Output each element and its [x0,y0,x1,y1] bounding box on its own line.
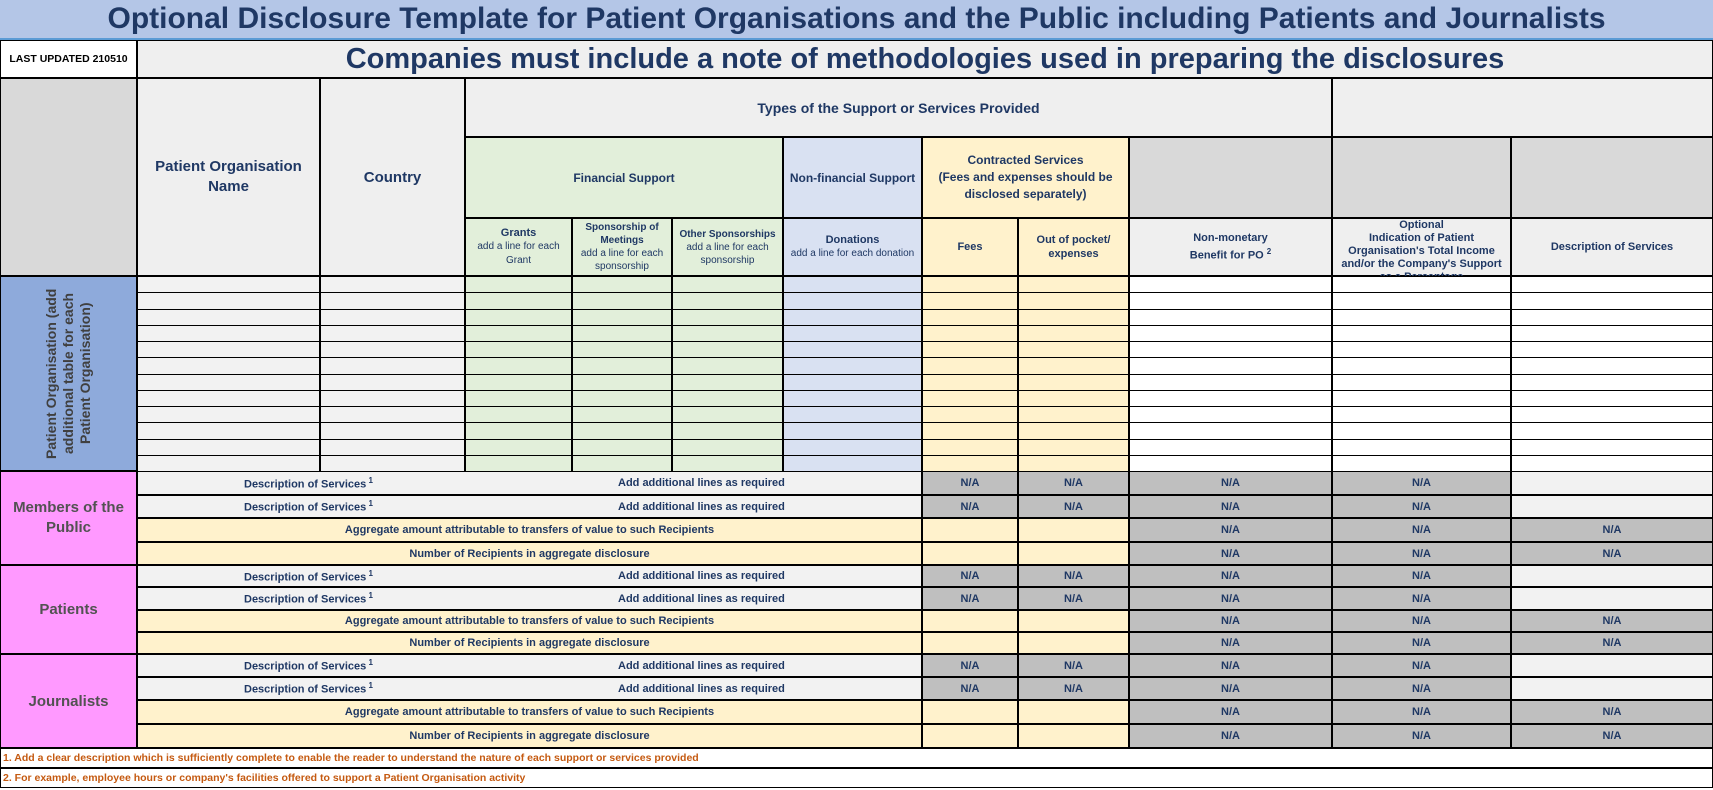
po-data-cell[interactable] [572,357,672,374]
po-data-cell[interactable] [1511,374,1713,391]
po-data-cell[interactable] [1129,390,1332,407]
po-data-cell[interactable] [137,374,320,391]
po-data-cell[interactable] [320,406,465,423]
number-recipients-row: Number of Recipients in aggregate disclosure [137,542,922,565]
description-of-services-label: Description of Services $^1$ [244,499,373,514]
na-cell: N/A [1332,724,1511,748]
footnote-ref: 1 [366,568,373,578]
po-data-cell[interactable] [783,309,922,326]
na-cell: N/A [922,565,1018,587]
po-data-cell[interactable] [572,325,672,342]
donations-label: Donations [825,234,880,246]
na-cell: N/A [1129,677,1332,700]
contracted-title: Contracted Services [967,153,1084,167]
po-data-cell[interactable] [572,309,672,326]
po-data-cell[interactable] [1018,357,1129,374]
header-blank-right [1332,78,1713,137]
po-data-cell[interactable] [783,455,922,472]
po-data-cell[interactable] [672,325,783,342]
group-journalists: Journalists [0,654,137,748]
na-cell: N/A [1511,518,1713,542]
po-data-cell[interactable] [572,390,672,407]
po-data-cell[interactable] [1511,422,1713,439]
description-input-cell[interactable] [1511,471,1713,495]
po-data-cell[interactable] [672,439,783,456]
po-data-cell[interactable] [1511,309,1713,326]
add-lines-label: Add additional lines as required [618,477,785,489]
po-data-cell[interactable] [1129,455,1332,472]
na-cell: N/A [1511,724,1713,748]
fees-input-cell[interactable] [922,610,1018,632]
na-cell: N/A [1129,700,1332,724]
oop-input-cell[interactable] [1018,700,1129,724]
po-data-cell[interactable] [672,309,783,326]
header-financial-support: Financial Support [465,137,783,218]
description-of-services-label: Description of Services $^1$ [244,568,373,584]
po-data-cell[interactable] [320,422,465,439]
po-data-cell[interactable] [672,357,783,374]
po-data-cell[interactable] [1129,406,1332,423]
po-data-cell[interactable] [137,455,320,472]
header-out-of-pocket: Out of pocket/ expenses [1018,218,1129,276]
po-data-cell[interactable] [1018,292,1129,309]
po-data-cell[interactable] [922,390,1018,407]
po-data-cell[interactable] [1511,341,1713,358]
po-data-cell[interactable] [1129,439,1332,456]
header-nonfinancial-support: Non-financial Support [783,137,922,218]
na-cell: N/A [1511,632,1713,654]
po-data-cell[interactable] [320,309,465,326]
po-data-cell[interactable] [672,292,783,309]
po-data-cell[interactable] [572,374,672,391]
header-gray-indication-top [1332,137,1511,218]
na-cell: N/A [1332,677,1511,700]
po-data-cell[interactable] [1332,341,1511,358]
na-cell: N/A [1018,677,1129,700]
other-spons-sub: add a line for each sponsorship [686,241,769,266]
aggregate-row: Aggregate amount attributable to transfers of value to such Recipients [137,700,922,724]
footnote-ref: 1 [366,681,373,691]
po-data-cell[interactable] [1332,439,1511,456]
po-data-cell[interactable] [672,422,783,439]
aggregate-row: Aggregate amount attributable to transfers of value to such Recipients [137,610,922,632]
po-data-cell[interactable] [1018,439,1129,456]
description-of-services-label: Description of Services $^1$ [244,475,373,491]
add-lines-label: Add additional lines as required [618,659,785,672]
po-data-cell[interactable] [1129,357,1332,374]
na-cell: N/A [1129,495,1332,518]
po-data-cell[interactable] [465,357,572,374]
contracted-note: (Fees and expenses should be disclosed separately) [938,170,1113,201]
fees-input-cell[interactable] [922,542,1018,565]
grants-label: Grants [500,227,537,239]
po-data-cell[interactable] [922,276,1018,293]
na-cell: N/A [1018,471,1129,495]
header-grants [465,218,572,276]
po-data-cell[interactable] [672,406,783,423]
footnote-ref: 1 [366,658,373,668]
po-data-cell[interactable] [1129,292,1332,309]
description-row [137,565,922,587]
po-data-cell[interactable] [1129,276,1332,293]
po-data-cell[interactable] [922,439,1018,456]
oop-input-cell[interactable] [1018,542,1129,565]
po-data-cell[interactable] [320,455,465,472]
po-data-cell[interactable] [572,292,672,309]
oop-input-cell[interactable] [1018,632,1129,654]
header-description-services: Description of Services [1511,218,1713,276]
indication-label: Indication of Patient Organisation's Total Income and/or the Company's Support [1341,232,1502,270]
po-data-cell[interactable] [672,374,783,391]
description-row [137,495,922,518]
po-data-cell[interactable] [1332,390,1511,407]
oop-input-cell[interactable] [1018,724,1129,748]
na-cell: N/A [1129,587,1332,610]
footnote-2: 2. For example, employee hours or company's facilities offered to support a Patient Organisation activity [0,768,1713,788]
header-fees: Fees [922,218,1018,276]
po-data-cell[interactable] [320,325,465,342]
po-data-cell[interactable] [783,357,922,374]
po-data-cell[interactable] [783,325,922,342]
po-data-cell[interactable] [783,422,922,439]
methodology-note: Companies must include a note of methodologies used in preparing the disclosures [137,40,1713,78]
po-data-cell[interactable] [1332,276,1511,293]
add-lines-label: Add additional lines as required [618,592,785,605]
corner-cell [0,78,137,276]
aggregate-row: Aggregate amount attributable to transfers of value to such Recipients [137,518,922,542]
na-cell: N/A [1332,518,1511,542]
po-data-cell[interactable] [1511,455,1713,472]
po-data-cell[interactable] [465,390,572,407]
po-data-cell[interactable] [465,341,572,358]
footnote-ref: 1 [366,499,373,509]
po-data-cell[interactable] [783,406,922,423]
po-data-cell[interactable] [922,292,1018,309]
po-data-cell[interactable] [783,341,922,358]
group-patients: Patients [0,565,137,654]
na-cell: N/A [922,495,1018,518]
header-donations [783,218,922,276]
description-row [137,677,922,700]
fees-input-cell[interactable] [922,632,1018,654]
po-data-cell[interactable] [572,422,672,439]
po-data-cell[interactable] [1511,276,1713,293]
po-data-cell[interactable] [1511,390,1713,407]
po-data-cell[interactable] [1511,325,1713,342]
na-cell: N/A [1332,587,1511,610]
po-data-cell[interactable] [137,309,320,326]
na-cell: N/A [922,654,1018,677]
po-data-cell[interactable] [465,292,572,309]
na-cell: N/A [1332,565,1511,587]
po-data-cell[interactable] [1018,325,1129,342]
po-data-cell[interactable] [1332,374,1511,391]
description-input-cell[interactable] [1511,495,1713,518]
sheet-title: Optional Disclosure Template for Patient Organisations and the Public including Patients and Journalists [0,0,1713,40]
po-data-cell[interactable] [320,439,465,456]
na-cell: N/A [1332,495,1511,518]
na-cell: N/A [922,471,1018,495]
header-gray-desc-top [1511,137,1713,218]
group-members-of-public: Members of the Public [0,471,137,565]
po-data-cell[interactable] [465,406,572,423]
description-row [137,654,922,677]
footnote-ref: 1 [366,475,373,485]
po-data-cell[interactable] [922,309,1018,326]
po-data-cell[interactable] [1018,390,1129,407]
na-cell: N/A [922,587,1018,610]
po-data-cell[interactable] [783,439,922,456]
po-group-label [0,276,137,471]
optional-label: Optional [1399,219,1444,231]
po-data-cell[interactable] [1129,325,1332,342]
fees-input-cell[interactable] [922,518,1018,542]
na-cell: N/A [1332,700,1511,724]
po-data-cell[interactable] [1018,341,1129,358]
po-data-cell[interactable] [320,374,465,391]
po-data-cell[interactable] [137,390,320,407]
na-cell: N/A [1129,518,1332,542]
po-data-cell[interactable] [137,325,320,342]
description-input-cell[interactable] [1511,654,1713,677]
na-cell: N/A [1018,495,1129,518]
po-data-cell[interactable] [1332,292,1511,309]
po-data-cell[interactable] [783,374,922,391]
na-cell: N/A [1129,542,1332,565]
header-types-of-support: Types of the Support or Services Provided [465,78,1332,137]
po-data-cell[interactable] [922,455,1018,472]
header-other-sponsorships [672,218,783,276]
po-data-cell[interactable] [922,406,1018,423]
po-data-cell[interactable] [465,374,572,391]
po-data-cell[interactable] [1018,406,1129,423]
po-data-cell[interactable] [137,406,320,423]
po-data-cell[interactable] [672,455,783,472]
grants-sub: add a line for each Grant [477,241,560,266]
description-input-cell[interactable] [1511,587,1713,610]
nonmonetary-label: Non-monetary Benefit for PO [1189,232,1268,262]
po-data-cell[interactable] [922,422,1018,439]
po-data-cell[interactable] [1332,309,1511,326]
po-data-cell[interactable] [672,390,783,407]
po-data-cell[interactable] [1018,422,1129,439]
po-data-cell[interactable] [1332,455,1511,472]
na-cell: N/A [1129,724,1332,748]
header-contracted-services [922,137,1129,218]
fees-input-cell[interactable] [922,724,1018,748]
po-data-cell[interactable] [783,390,922,407]
po-data-cell[interactable] [465,309,572,326]
add-lines-label: Add additional lines as required [618,500,785,513]
po-data-cell[interactable] [1018,455,1129,472]
na-cell: N/A [1511,542,1713,565]
po-data-cell[interactable] [137,422,320,439]
add-lines-label: Add additional lines as required [618,570,785,582]
header-gray-nonmonetary-top [1129,137,1332,218]
donations-sub: add a line for each donation [790,248,915,259]
oop-input-cell[interactable] [1018,610,1129,632]
fees-input-cell[interactable] [922,700,1018,724]
po-data-cell[interactable] [137,357,320,374]
description-input-cell[interactable] [1511,677,1713,700]
po-data-cell[interactable] [783,276,922,293]
po-data-cell[interactable] [572,439,672,456]
po-data-cell[interactable] [922,357,1018,374]
po-data-cell[interactable] [672,276,783,293]
po-data-cell[interactable] [1332,406,1511,423]
other-spons-label: Other Sponsorships [679,228,776,240]
header-sponsorship [572,218,672,276]
description-row [137,587,922,610]
po-data-cell[interactable] [922,341,1018,358]
po-data-cell[interactable] [922,325,1018,342]
po-group-text: Patient Organisation (add additional table for each Patient Organisation) [43,288,93,459]
na-cell: N/A [1511,610,1713,632]
description-of-services-label: Description of Services $^1$ [244,681,373,696]
po-data-cell[interactable] [137,341,320,358]
na-cell: N/A [1129,632,1332,654]
po-data-cell[interactable] [1511,357,1713,374]
na-cell: N/A [1129,654,1332,677]
na-cell: N/A [1018,654,1129,677]
po-data-cell[interactable] [320,390,465,407]
po-data-cell[interactable] [1511,292,1713,309]
add-lines-label: Add additional lines as required [618,682,785,695]
na-cell: N/A [1332,610,1511,632]
po-data-cell[interactable] [572,341,672,358]
po-data-cell[interactable] [1511,406,1713,423]
po-data-cell[interactable] [465,276,572,293]
po-data-cell[interactable] [1018,309,1129,326]
header-country: Country [320,78,465,276]
po-data-cell[interactable] [465,422,572,439]
po-data-cell[interactable] [572,276,672,293]
po-data-cell[interactable] [1332,422,1511,439]
po-data-cell[interactable] [320,357,465,374]
na-cell: N/A [1129,565,1332,587]
po-data-cell[interactable] [1332,325,1511,342]
po-data-cell[interactable] [1018,276,1129,293]
na-cell: N/A [1129,471,1332,495]
po-data-cell[interactable] [137,292,320,309]
po-data-cell[interactable] [672,341,783,358]
po-data-cell[interactable] [1018,374,1129,391]
sponsorship-label: Sponsorship of Meetings [585,222,659,246]
po-data-cell[interactable] [1332,357,1511,374]
po-data-cell[interactable] [465,439,572,456]
number-recipients-row: Number of Recipients in aggregate disclosure [137,724,922,748]
last-updated-label: LAST UPDATED 210510 [0,40,137,78]
sponsorship-sub: add a line for each sponsorship [580,248,664,272]
na-cell: N/A [922,677,1018,700]
na-cell: N/A [1129,610,1332,632]
po-data-cell[interactable] [320,292,465,309]
po-data-cell[interactable] [320,276,465,293]
po-data-cell[interactable] [137,276,320,293]
po-data-cell[interactable] [1511,439,1713,456]
na-cell: N/A [1332,471,1511,495]
description-of-services-label: Description of Services $^1$ [244,658,373,673]
number-recipients-row: Number of Recipients in aggregate disclosure [137,632,922,654]
po-data-cell[interactable] [1129,341,1332,358]
po-data-cell[interactable] [1129,309,1332,326]
po-data-cell[interactable] [1129,374,1332,391]
header-po-name: Patient Organisation Name [137,78,320,276]
po-data-cell[interactable] [465,455,572,472]
po-data-cell[interactable] [922,374,1018,391]
header-nonmonetary [1129,218,1332,276]
description-row [137,471,922,495]
description-input-cell[interactable] [1511,565,1713,587]
po-data-cell[interactable] [783,292,922,309]
po-data-cell[interactable] [572,406,672,423]
header-indication [1332,218,1511,276]
po-data-cell[interactable] [1129,422,1332,439]
na-cell: N/A [1511,700,1713,724]
na-cell: N/A [1332,654,1511,677]
po-data-cell[interactable] [465,325,572,342]
nonmonetary-footnote-ref: 2 [1266,247,1272,257]
oop-input-cell[interactable] [1018,518,1129,542]
footnote-1: 1. Add a clear description which is sufficiently complete to enable the reader to understand the nature of each support or services provided [0,748,1713,768]
po-data-cell[interactable] [137,439,320,456]
description-of-services-label: Description of Services $^1$ [244,591,373,606]
na-cell: N/A [1018,565,1129,587]
footnote-ref: 1 [366,591,373,601]
po-data-cell[interactable] [320,341,465,358]
na-cell: N/A [1332,542,1511,565]
po-data-cell[interactable] [572,455,672,472]
na-cell: N/A [1332,632,1511,654]
na-cell: N/A [1018,587,1129,610]
